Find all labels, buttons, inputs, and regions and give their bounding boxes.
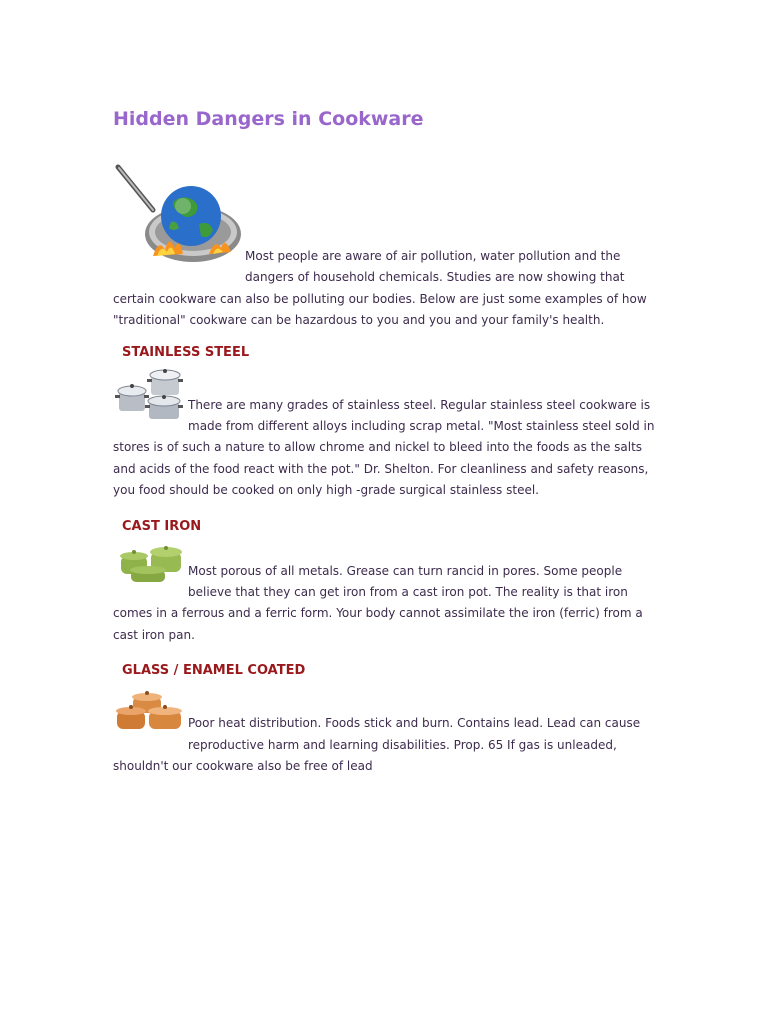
glass-enamel-paragraph: Poor heat distribution. Foods stick and burn. Contains lead. Lead can cause reproductive harm and learning disabilities. Prop. 65 If gas is unleaded, shouldn't our cookware also be free of lead (113, 716, 641, 774)
stainless-steel-paragraph: There are many grades of stainless steel. Regular stainless steel cookware is made from different alloys including scrap metal. "Most stainless steel sold in stores is of such a nature to allow chrome and nickel to bleed into the foods as the salts and acids of the food react with the pot." Dr. Shelton. For cleanliness and safety reasons, you food should be cooked on only high -grade surgical stainless steel. (113, 397, 655, 498)
section-heading: CAST IRON (122, 518, 202, 534)
intro-paragraph: Most people are aware of air pollution, water pollution and the dangers of household chemicals. Studies are now showing that certain cookware can also be polluting our bodies. Below are just some examples of how "traditional" cookware can be hazardous to you and you and your family's health. (113, 249, 647, 328)
cast-iron-section (113, 517, 658, 647)
section-heading: STAINLESS STEEL (122, 344, 250, 360)
stainless-steel-section (113, 343, 658, 502)
document-page (113, 106, 658, 778)
section-heading: GLASS / ENAMEL COATED (122, 663, 306, 679)
page-title: Hidden Dangers in Cookware (113, 108, 424, 130)
globe-in-frying-pan-image (113, 164, 243, 271)
stainless-steel-pots-image (113, 369, 187, 425)
cast-iron-paragraph: Most porous of all metals. Grease can turn rancid in pores. Some people believe that they can get iron from a cast iron pot. The reality is that iron comes in a ferrous and a ferric form. Your body cannot assimilate the iron (ferric) from a cast iron pan. (113, 563, 643, 642)
glass-enamel-section (113, 661, 658, 777)
green-cast-iron-pots-image (113, 542, 187, 586)
glass-enamel-pots-image (113, 691, 187, 735)
intro-section (113, 164, 658, 332)
